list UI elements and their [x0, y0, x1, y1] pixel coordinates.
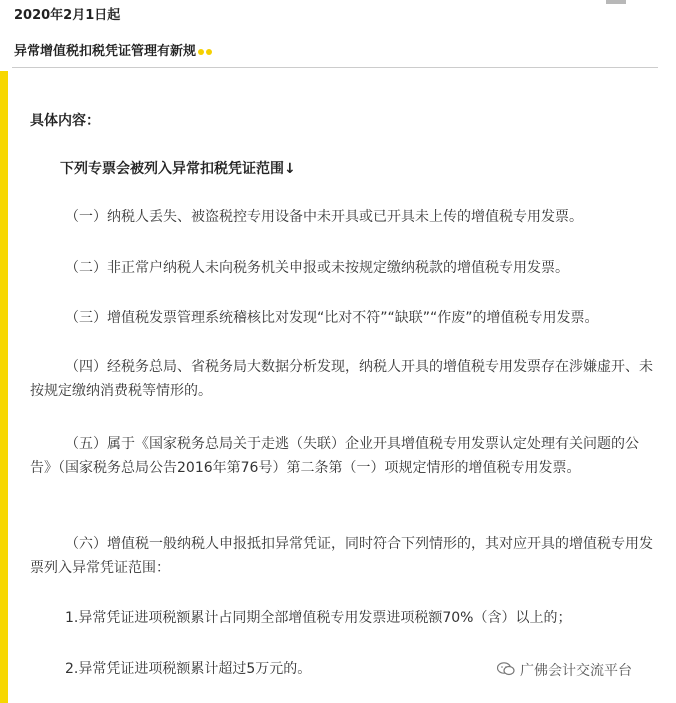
- divider: [12, 67, 658, 68]
- dot-icon: [198, 49, 204, 55]
- headline-text: 异常增值税扣税凭证管理有新规: [14, 44, 197, 59]
- article-headline: [14, 40, 212, 59]
- wechat-icon: [497, 662, 515, 676]
- subheading: 下列专票会被列入异常扣税凭证范围↓: [60, 161, 296, 177]
- dot-icon: [206, 49, 212, 55]
- list-item: （二）非正常户纳税人未向税务机关申报或未按规定缴纳税款的增值税专用发票。: [65, 260, 569, 276]
- list-item: （三）增值税发票管理系统稽核比对发现“比对不符”“缺联”“作废”的增值税专用发票。: [65, 310, 599, 326]
- list-item: （一）纳税人丢失、被盗税控专用设备中未开具或已开具未上传的增值税专用发票。: [65, 209, 583, 225]
- list-item: 2.异常凭证进项税额累计超过5万元的。: [65, 661, 312, 677]
- accent-bar: [0, 71, 8, 703]
- watermark-brand: 广佛会计交流平台: [520, 663, 632, 679]
- list-item: 1.异常凭证进项税额累计占同期全部增值税专用发票进项税额70%（含）以上的；: [65, 610, 572, 626]
- scrollbar-thumb[interactable]: [606, 0, 626, 4]
- list-item: （五）属于《国家税务总局关于走逃（失联）企业开具增值税专用发票认定处理有关问题的公告》（国家税务总局公告2016年第76号）第二条第（一）项规定情形的增值税专用发票。: [30, 436, 639, 476]
- content-label: 具体内容：: [30, 113, 100, 129]
- article-date: 2020年2月1日起: [14, 8, 121, 23]
- list-item: （六）增值税一般纳税人申报抵扣异常凭证，同时符合下列情形的，其对应开具的增值税专用发票列入异常凭证范围：: [30, 536, 653, 576]
- list-item: （四）经税务总局、省税务局大数据分析发现，纳税人开具的增值税专用发票存在涉嫌虚开、未按规定缴纳消费税等情形的。: [30, 359, 653, 399]
